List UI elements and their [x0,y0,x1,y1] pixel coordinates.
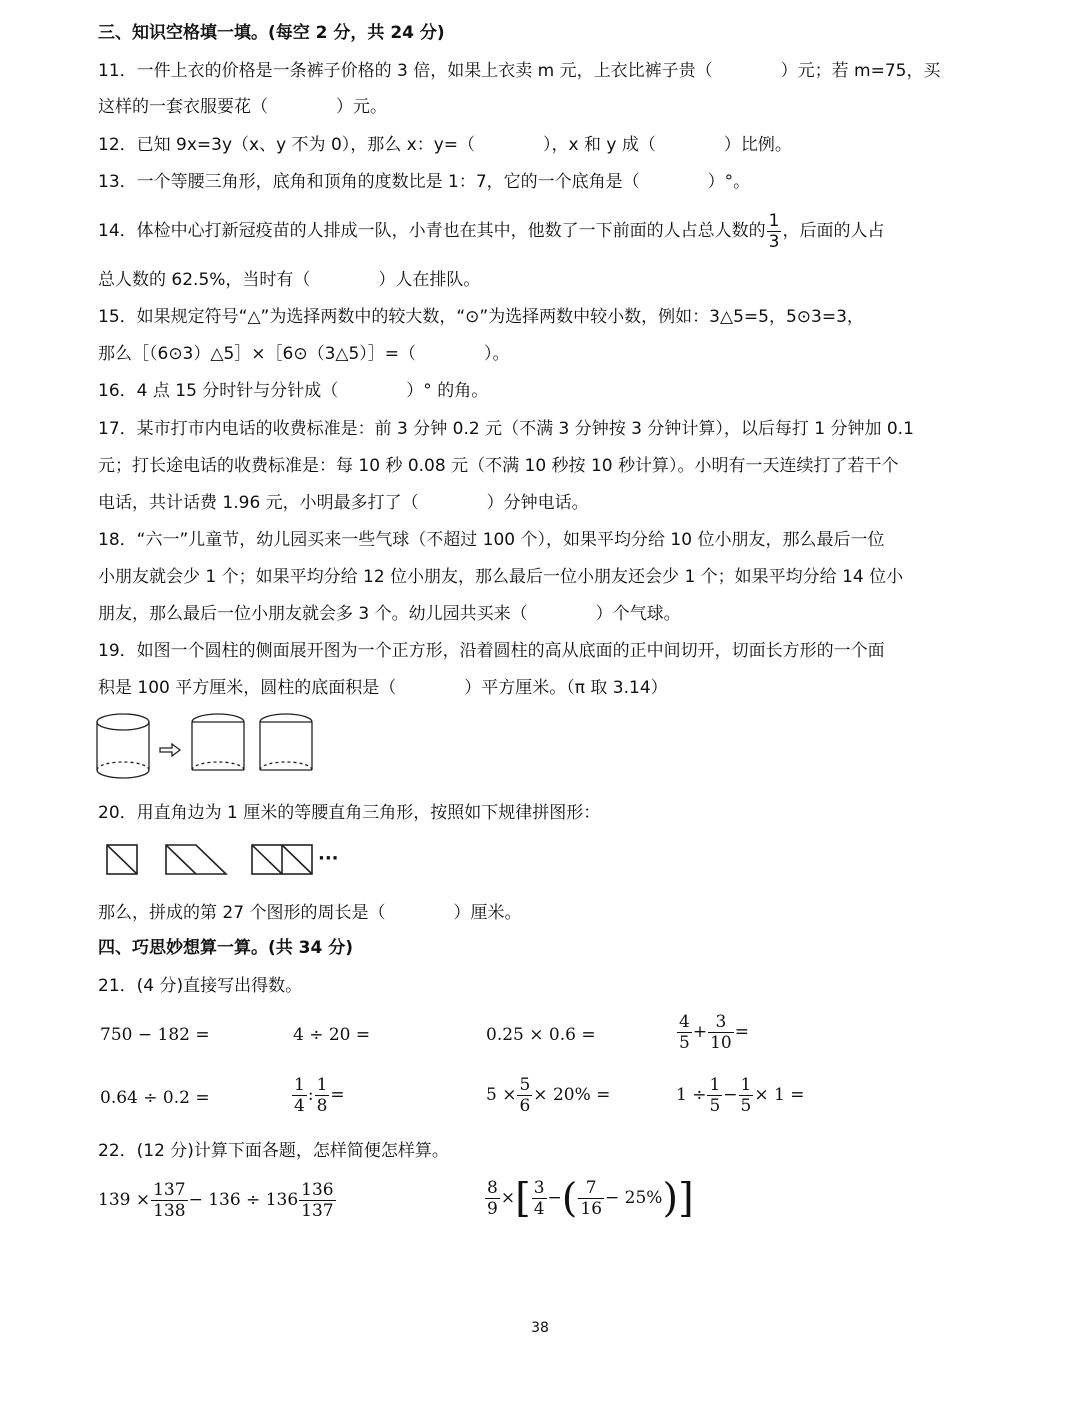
q21-expr-4 [676,1012,749,1053]
q14-text: 14．体检中心打新冠疫苗的人排成一队，小青也在其中，他数了一下前面的人占总人数的 [98,221,766,241]
num: 5 [519,1075,531,1095]
pattern-3-diag-b [282,845,312,874]
q21-expr-8 [676,1075,805,1116]
op: : [307,1085,314,1105]
q20-line1: 20．用直角边为 1 厘米的等腰直角三角形，按照如下规律拼图形： [98,803,601,823]
right-bracket: ] [678,1175,694,1222]
section4-title: 四、巧思妙想算一算。(共 34 分) [98,938,354,958]
q14-line2: 总人数的 62.5%，当时有（ ）人在排队。 [98,270,481,290]
q14-fraction [767,211,782,252]
den: 4 [533,1199,545,1219]
q15-line1: 15．如果规定符号“△”为选择两数中的较大数，“⊙”为选择两数中较小数，例如：3△5=5，5⊙3=3， [98,307,864,327]
q18-line2: 小朋友就会少 1 个；如果平均分给 12 位小朋友，那么最后一位小朋友还会少 1 个；如果平均分给 14 位小 [98,567,904,587]
pre: 5 × [486,1085,517,1105]
den: 5 [709,1096,721,1116]
post: × 20% = [533,1085,611,1105]
frac [315,1075,330,1116]
pre: 1 ÷ [676,1085,707,1105]
rest: − 25% [605,1188,663,1208]
den: 5 [740,1096,752,1116]
pre: 139 × [98,1190,151,1210]
q21-expr-2: 4 ÷ 20 = [293,1025,371,1045]
q22-title: 22．(12 分)计算下面各题，怎样简便怎样算。 [98,1141,449,1161]
q11-line2: 这样的一套衣服要花（ ）元。 [98,97,387,117]
q19-line2: 积是 100 平方厘米，圆柱的底面积是（ ）平方厘米。（π 取 3.14） [98,678,668,698]
q14-num: 1 [768,210,780,231]
q20-line2: 那么，拼成的第 27 个图形的周长是（ ）厘米。 [98,903,522,923]
den: 8 [316,1096,328,1116]
cylinder-bottom-front [97,770,149,778]
minus: − [547,1188,562,1208]
q21-title: 21．(4 分)直接写出得数。 [98,976,303,996]
eq: = [734,1022,749,1042]
q21-expr-3: 0.25 × 0.6 = [486,1025,596,1045]
den: 138 [153,1201,186,1221]
eq: = [330,1085,345,1105]
frac [299,1180,335,1221]
q14-line1 [98,210,884,252]
cylinder-bottom-back [97,762,149,770]
half-cylinder-1-base-arc [192,762,244,770]
frac [532,1178,547,1219]
q21-expr-5: 0.64 ÷ 0.2 = [100,1088,210,1108]
frac [292,1075,307,1116]
den: 10 [710,1033,732,1053]
frac [677,1012,692,1053]
den: 5 [679,1033,690,1053]
q21-expr-7 [486,1075,610,1116]
den: 6 [519,1096,531,1116]
q14-den: 3 [768,231,780,252]
num: 4 [679,1012,690,1032]
q17-line1: 17．某市打市内电话的收费标准是：前 3 分钟 0.2 元（不满 3 分钟按 3 分钟计算），以后每打 1 分钟加 0.1 [98,419,914,439]
mid: − [723,1085,738,1105]
num: 1 [709,1075,721,1095]
num: 1 [740,1075,752,1095]
num: 7 [578,1178,604,1199]
pattern-1-diagonal [107,845,137,874]
num: 1 [316,1075,328,1095]
frac [517,1075,532,1116]
q18-line1: 18．“六一”儿童节，幼儿园买来一些气球（不超过 100 个），如果平均分给 10 位小朋友，那么最后一位 [98,530,885,550]
num: 137 [153,1180,186,1200]
q21-expr-6 [291,1075,345,1116]
q18-line3: 朋友，那么最后一位小朋友就会多 3 个。幼儿园共买来（ ）个气球。 [98,604,681,624]
op: + [692,1022,708,1042]
frac [739,1075,754,1116]
frac [485,1178,500,1219]
q22-expr-b [484,1175,694,1222]
den: 9 [487,1199,498,1219]
num: 8 [487,1178,498,1198]
q17-line3: 电话，共计话费 1.96 元，小明最多打了（ ）分钟电话。 [98,493,589,513]
q19-cylinder-figure [96,712,326,784]
arrow-icon [160,744,180,756]
mid: − 136 ÷ 136 [188,1190,299,1210]
q20-triangle-pattern [106,844,346,876]
num: 136 [301,1180,334,1200]
q12: 12．已知 9x=3y（x、y 不为 0），那么 x：y=（ ），x 和 y 成（ ）比例。 [98,135,792,155]
right-paren: ) [662,1175,679,1222]
num: 1 [294,1075,305,1095]
q14-text2: ，后面的人占 [782,221,885,241]
den: 16 [580,1199,603,1219]
q19-line1: 19．如图一个圆柱的侧面展开图为一个正方形，沿着圆柱的高从底面的正中间切开，切面长方形的一个面 [98,641,885,661]
q16: 16．4 点 15 分时针与分针成（ ）° 的角。 [98,381,489,401]
times: × [500,1188,516,1208]
q22-expr-a [98,1180,337,1221]
den: 4 [294,1096,305,1116]
left-bracket: [ [515,1175,531,1222]
q17-line2: 元；打长途电话的收费标准是：每 10 秒 0.08 元（不满 10 秒按 10 秒计算）。小明有一天连续打了若干个 [98,456,899,476]
page-number: 38 [531,1320,549,1336]
den: 137 [301,1201,334,1221]
num: 3 [708,1012,734,1033]
num: 3 [533,1178,545,1198]
half-cylinder-2-base-arc [260,762,312,770]
q13: 13．一个等腰三角形，底角和顶角的度数比是 1：7，它的一个底角是（ ）°。 [98,172,751,192]
frac [707,1075,722,1116]
post: × 1 = [754,1085,805,1105]
frac [578,1178,604,1219]
frac [151,1180,187,1221]
section3-title: 三、知识空格填一填。(每空 2 分，共 24 分) [98,23,445,43]
pattern-2-diag-a [166,845,196,874]
q21-expr-1: 750 − 182 = [100,1025,210,1045]
cylinder-top-ellipse [97,714,149,730]
frac [708,1012,734,1053]
q15-line2: 那么［（6⊙3）△5］×［6⊙（3△5）］=（ ）。 [98,344,510,364]
pattern-3-diag-a [252,845,282,874]
left-paren: ( [561,1175,578,1222]
q20-ellipsis: ··· [318,848,339,869]
q11-line1: 11．一件上衣的价格是一条裤子价格的 3 倍，如果上衣卖 m 元，上衣比裤子贵（ ）元；若 m=75，买 [98,61,941,81]
